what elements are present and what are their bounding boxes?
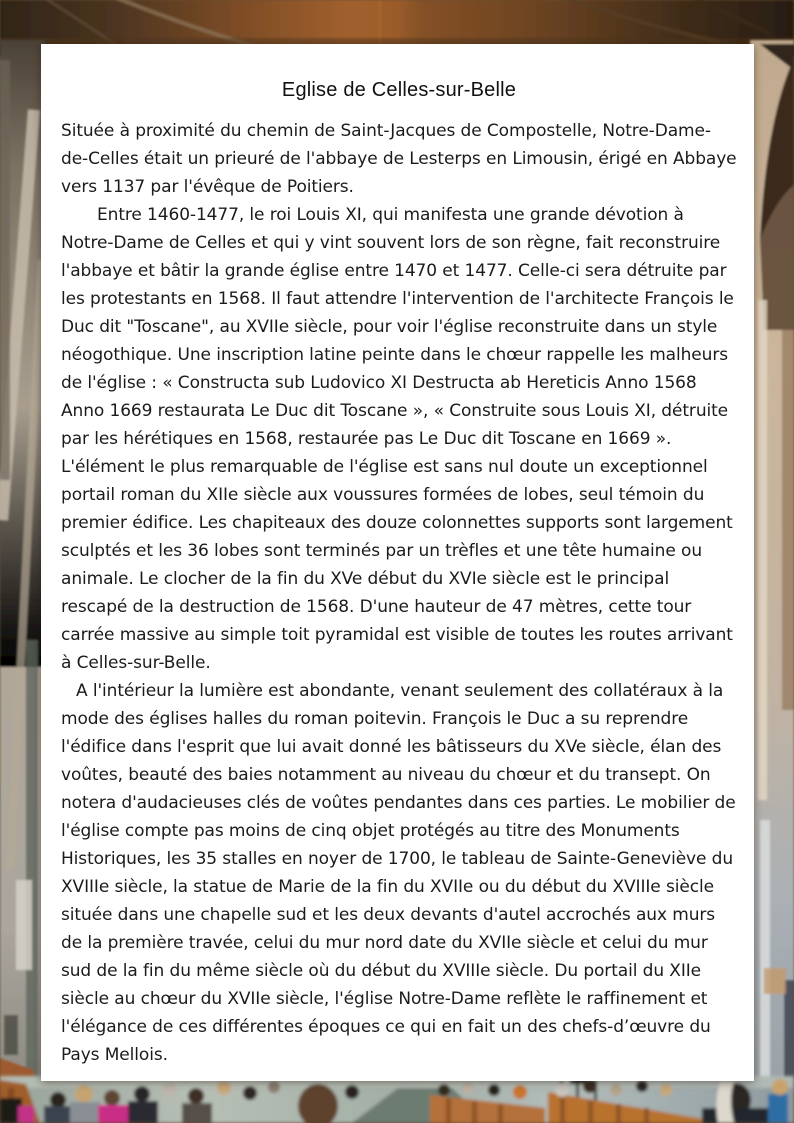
document-card	[41, 44, 754, 1081]
paragraph-reconstruction: Entre 1460-1477, le roi Louis XI, qui manifesta une grande dévotion à Notre-Dame de Celles et qui y vint souvent lors de son règne, fait reconstruire l'abbaye et bâtir la grande église entre 1470 et 1477. Celle-ci sera détruite par les protestants en 1568. Il faut attendre l'intervention de l'architecte François le Duc dit "Toscane", au XVIIe siècle, pour voir l'église reconstruite dans un style néogothique. Une inscription latine peinte dans le chœur rappelle les malheurs de l'église : « Constructa sub Ludovico XI Destructa ab Hereticis Anno 1568 Anno 1669 restaurata Le Duc dit Toscane », « Construite sous Louis XI, détruite par les hérétiques en 1568, restaurée pas Le Duc dit Toscane en 1669 ». L'élément le plus remarquable de l'église est sans nul doute un exceptionnel portail roman du XIIe siècle aux voussures formées de lobes, seul témoin du premier édifice. Les chapiteaux des douze colonnettes supports sont largement sculptés et les 36 lobes sont terminés par un trèfles et une tête humaine ou animale. Le clocher de la fin du XVe début du XVIe siècle est le principal rescapé de la destruction de 1568. D'une hauteur de 47 mètres, cette tour carrée massive au simple toit pyramidal est visible de toutes les routes arrivant à Celles-sur-Belle.	[61, 205, 734, 673]
page-title: Eglise de Celles-sur-Belle	[281, 79, 517, 101]
document-body	[61, 117, 737, 1069]
paragraph-history-intro: Située à proximité du chemin de Saint-Jacques de Compostelle, Notre-Dame-de-Celles était un prieuré de l'abbaye de Lesterps en Limousin, érigé en Abbaye vers 1137 par l'évêque de Poitiers.	[61, 121, 737, 197]
paragraph-interior: A l'intérieur la lumière est abondante, venant seulement des collatéraux à la mode des églises halles du roman poitevin. François le Duc a su reprendre l'édifice dans l'esprit que lui avait donné les bâtisseurs du XVe siècle, élan des voûtes, beauté des baies notamment au niveau du chœur et du transept. On notera d'audacieuses clés de voûtes pendantes dans ces parties. Le mobilier de l'église compte pas moins de cinq objet protégés au titre des Monuments Historiques, les 35 stalles en noyer de 1700, le tableau de Sainte-Geneviève du XVIIIe siècle, la statue de Marie de la fin du XVIIe ou du début du XVIIIe siècle située dans une chapelle sud et les deux devants d'autel accrochés aux murs de la première travée, celui du mur nord date du XVIIe siècle et celui du mur sud de la fin du même siècle où du début du XVIIIe siècle. Du portail du XIIe siècle au chœur du XVIIe siècle, l'église Notre-Dame reflète le raffinement et l'élégance de ces différentes époques ce qui en fait un des chefs-d’œuvre du Pays Mellois.	[61, 681, 736, 1065]
